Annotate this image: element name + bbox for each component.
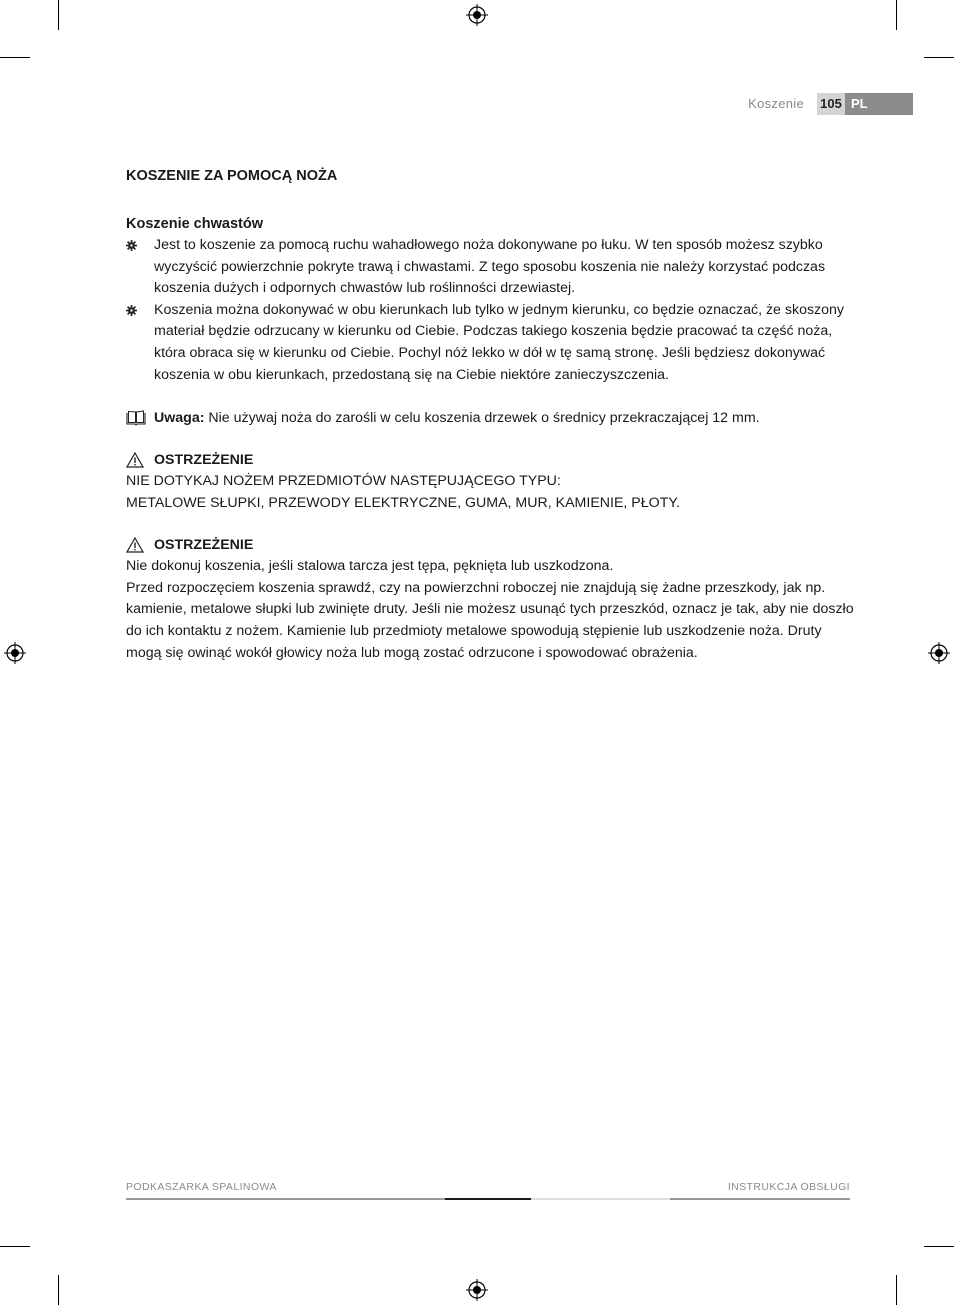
header-section-title: Koszenie (748, 96, 804, 111)
bullet-text: Jest to koszenie za pomocą ruchu wahadłowego noża dokonywane po łuku. W ten sposób możesz szybko wyczyścić powierzchnie pokryte trawą i chwastami. Z tego sposobu koszenia nie należy korzystać podczas koszenia dużych i odpornych chwastów lub roślinności drzewiastej. (154, 237, 826, 297)
language-badge: PL (845, 93, 913, 115)
list-item (126, 300, 856, 386)
footer-divider (531, 1198, 670, 1200)
list-item (126, 235, 856, 300)
crop-mark (896, 0, 897, 30)
warning-triangle-icon (126, 537, 144, 553)
gear-bullet-icon (126, 240, 137, 251)
registration-mark-icon (928, 642, 950, 664)
page-title: KOSZENIE ZA POMOCĄ NOŻA (126, 168, 338, 184)
note-block (126, 408, 856, 430)
page-number: 105 (817, 93, 845, 115)
footer-divider (445, 1198, 531, 1200)
warning-block (126, 535, 856, 665)
open-book-icon (126, 410, 146, 426)
note-label: Uwaga: (154, 410, 205, 427)
warning-text: Przed rozpoczęciem koszenia sprawdź, czy na powierzchni roboczej nie znajdują się żadne przeszkody, jak np. kamienie, metalowe słupki lub zwinięte druty. Jeśli nie możesz usunąć tych przeszkód, oznacz je tak, aby nie doszło do ich kontaktu z nożem. Kamienie lub przedmioty metalowe spowodują stępienie lub uszkodzenie noża. Druty mogą się owinąć wokół głowicy noża lub mogą zostać odrzucone i spowodować obrażenia. (126, 579, 854, 661)
crop-mark (58, 0, 59, 30)
section-subtitle: Koszenie chwastów (126, 216, 263, 232)
crop-mark (896, 1275, 897, 1305)
bullet-text: Koszenia można dokonywać w obu kierunkach lub tylko w jednym kierunku, co będzie oznaczać, że skoszony materiał będzie odrzucany w kierunku od Ciebie. Podczas takiego koszenia będzie pracować ta część noża, która obraca się w kierunku od Ciebie. Pochyl nóż lekko w dół w tę samą stronę. Jeśli będziesz dokonywać koszenia w obu kierunkach, przedostaną się na Ciebie niektóre zanieczyszczenia. (154, 301, 845, 383)
warning-block (126, 450, 856, 515)
registration-mark-icon (466, 1279, 488, 1301)
warning-text: NIE DOTYKAJ NOŻEM PRZEDMIOTÓW NASTĘPUJĄCEGO TYPU: (126, 473, 561, 490)
warning-title: OSTRZEŻENIE (154, 536, 254, 553)
gear-bullet-icon (126, 305, 137, 316)
crop-mark (0, 57, 30, 58)
crop-mark (58, 1275, 59, 1305)
registration-mark-icon (466, 4, 488, 26)
crop-mark (924, 57, 954, 58)
warning-title: OSTRZEŻENIE (154, 451, 254, 468)
main-content (126, 165, 856, 664)
footer-document-name: INSTRUKCJA OBSŁUGI (727, 1181, 850, 1193)
crop-mark (924, 1246, 954, 1247)
bullet-list (126, 235, 856, 386)
footer-divider (126, 1198, 445, 1200)
footer-product-name: PODKASZARKA SPALINOWA (126, 1181, 277, 1193)
crop-mark (0, 1246, 30, 1247)
warning-text: METALOWE SŁUPKI, PRZEWODY ELEKTRYCZNE, GUMA, MUR, KAMIENIE, PŁOTY. (126, 494, 680, 511)
warning-triangle-icon (126, 452, 144, 468)
registration-mark-icon (4, 642, 26, 664)
warning-text: Nie dokonuj koszenia, jeśli stalowa tarcza jest tępa, pęknięta lub uszkodzona. (126, 558, 614, 575)
note-text: Nie używaj noża do zarośli w celu koszenia drzewek o średnicy przekraczającej 12 mm. (208, 410, 760, 427)
footer-divider (670, 1198, 850, 1200)
